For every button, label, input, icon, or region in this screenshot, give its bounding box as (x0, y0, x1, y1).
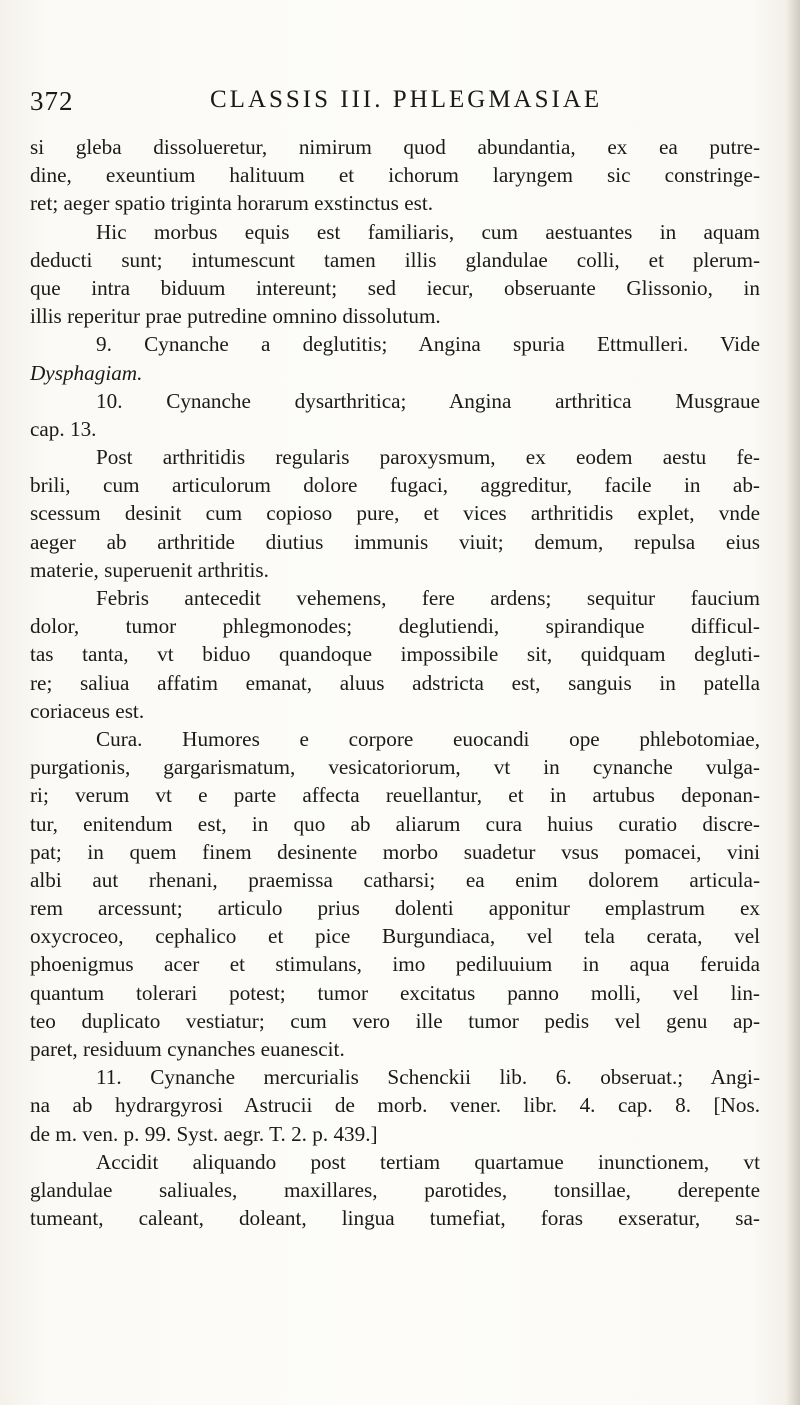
text-line: Hic morbus equis est familiaris, cum aestuantes in aquam (96, 219, 760, 244)
text-line: tur, enitendum est, in quo ab aliarum cura huius curatio discre- (30, 811, 760, 836)
running-head (30, 86, 750, 126)
text-line: aeger ab arthritide diutius immunis viuit; demum, repulsa eius (30, 529, 760, 554)
section-heading-cura: Cura. Humores e corpore euocandi ope phlebotomiae, (96, 726, 760, 751)
text-line: tumeant, caleant, doleant, lingua tumefiat, foras exseratur, sa- (30, 1206, 760, 1231)
text-line: ret; aeger spatio triginta horarum exstinctus est. (30, 191, 434, 216)
text-line: illis reperitur prae putredine omnino dissolutum. (30, 304, 441, 329)
text-line: deducti sunt; intumescunt tamen illis glandulae colli, et plerum- (30, 247, 760, 272)
text-line: oxycroceo, cephalico et pice Burgundiaca, vel tela cerata, vel (30, 924, 760, 949)
page-number: 372 (30, 86, 74, 116)
text-line: materie, superuenit arthritis. (30, 557, 269, 582)
text-line: teo duplicato vestiatur; cum vero ille tumor pedis vel genu ap- (30, 1008, 760, 1033)
text-line: Dysphagiam. (30, 360, 143, 385)
text-line: cap. 13. (30, 416, 97, 441)
text-line: pat; in quem finem desinente morbo suadetur vsus pomacei, vini (30, 839, 760, 864)
body-text (30, 133, 760, 1232)
text-line: brili, cum articulorum dolore fugaci, aggreditur, facile in ab- (30, 473, 760, 498)
text-line: quantum tolerari potest; tumor excitatus panno molli, vel lin- (30, 980, 760, 1005)
text-line: re; saliua affatim emanat, aluus adstricta est, sanguis in patella (30, 670, 760, 695)
text-line: dolor, tumor phlegmonodes; deglutiendi, spirandique difficul- (30, 614, 760, 639)
text-line: Accidit aliquando post tertiam quartamue inunctionem, vt (96, 1149, 760, 1174)
text-line: ri; verum vt e parte affecta reuellantur, et in artubus deponan- (30, 783, 760, 808)
text-line: scessum desinit cum copioso pure, et vices arthritidis explet, vnde (30, 501, 760, 526)
section-heading-10: 10. Cynanche dysarthritica; Angina arthritica Musgraue (96, 388, 760, 413)
page-edge-shadow (786, 0, 800, 1405)
text-line: de m. ven. p. 99. Syst. aegr. T. 2. p. 439.] (30, 1121, 378, 1146)
running-title: CLASSIS III. PHLEGMASIAE (210, 86, 603, 113)
text-line: coriaceus est. (30, 698, 145, 723)
text-line: phoenigmus acer et stimulans, imo pediluuium in aqua feruida (30, 952, 760, 977)
text-line: paret, residuum cynanches euanescit. (30, 1037, 345, 1061)
section-heading-11: 11. Cynanche mercurialis Schenckii lib. 6. obseruat.; Angi- (96, 1065, 760, 1090)
text-line: Post arthritidis regularis paroxysmum, ex eodem aestu fe- (96, 445, 760, 470)
section-heading-9: 9. Cynanche a deglutitis; Angina spuria Ettmulleri. Vide (96, 332, 760, 357)
text-line: si gleba dissolueretur, nimirum quod abundantia, ex ea putre- (30, 135, 760, 159)
text-line: que intra biduum intereunt; sed iecur, obseruante Glissonio, in (30, 275, 760, 300)
text-line: rem arcessunt; articulo prius dolenti apponitur emplastrum ex (30, 896, 760, 921)
text-line: tas tanta, vt biduo quandoque impossibile sit, quidquam degluti- (30, 642, 760, 667)
text-line: purgationis, gargarismatum, vesicatoriorum, vt in cynanche vulga- (30, 755, 760, 780)
text-line: albi aut rhenani, praemissa catharsi; ea enim dolorem articula- (30, 867, 760, 892)
text-line: na ab hydrargyrosi Astrucii de morb. vener. libr. 4. cap. 8. [Nos. (30, 1093, 760, 1118)
text-line: glandulae saliuales, maxillares, parotides, tonsillae, derepente (30, 1177, 760, 1202)
text-line: Febris antecedit vehemens, fere ardens; sequitur faucium (96, 586, 760, 610)
text-line: dine, exeuntium halituum et ichorum laryngem sic constringe- (30, 163, 760, 188)
